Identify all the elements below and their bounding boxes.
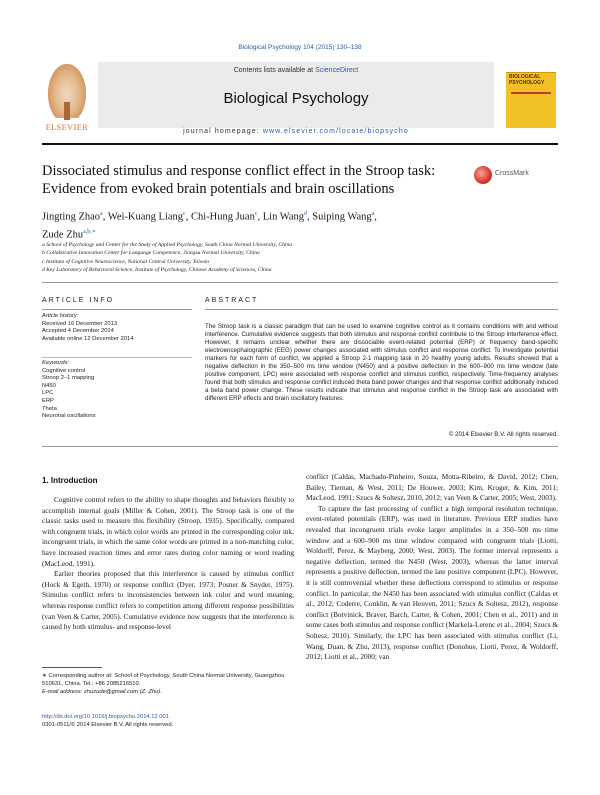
introduction-heading: 1. Introduction — [42, 476, 98, 485]
publisher-logo-text: ELSEVIER — [45, 123, 89, 132]
author-affil-mark[interactable]: c — [254, 211, 258, 217]
article-info-heading: ARTICLE INFO — [42, 297, 115, 304]
affiliation-item: a School of Psychology and Center for the Study of Applied Psychology, South China Normal University, China — [42, 242, 293, 248]
footnote-email[interactable]: E-mail address: zhuzude@gmail.com (Z. Zhu). — [42, 689, 162, 695]
homepage-prefix: journal homepage: — [183, 128, 263, 135]
affiliation-item: b Collaborative Innovation Center for Language Competence, Jiangsu Normal University, China — [42, 250, 260, 257]
logo-trunk-icon — [64, 102, 70, 120]
history-item: Accepted 4 December 2014 — [42, 328, 114, 335]
keyword-item: ERP — [42, 397, 54, 404]
history-item: Received 16 December 2013 — [42, 320, 118, 327]
crossmark-button[interactable] — [474, 166, 546, 186]
article-title: Dissociated stimulus and response conflict effect in the Stroop task: Evidence from evoked brain potentials and brain oscillations — [42, 163, 436, 197]
keyword-item: N450 — [42, 382, 56, 389]
footnote-divider — [42, 667, 102, 668]
history-item: Available online 12 December 2014 — [42, 335, 134, 342]
affiliations — [42, 241, 558, 275]
article-history — [42, 313, 192, 343]
crossmark-icon — [474, 166, 492, 184]
keyword-item: Stroop 2–1 mapping — [42, 375, 95, 382]
elsevier-logo — [42, 62, 92, 138]
author-name[interactable]: Lin Wang — [262, 211, 305, 223]
body-paragraph: conflict (Caldas, Machado-Pinheiro, Souza, Motta-Ribeiro, & David, 2012; Chen, Bailey, Tiernan, & West, 2011; De Houwer, 2003; Kim, Kroger, & Kim, 2011; MacLeod, 1991; Szucs & Soltesz, 2010, 2012; van Veen & Carter, 2005; West, 2003). — [306, 472, 558, 503]
author-list: Jingting Zhao$^a$, Wei-Kuang Liang$^c$, Chi-Hung Juan$^c$, Lin Wang$^d$, Suiping Wang$^a$, Zude Zhu$^{a,b,∗}$ — [42, 211, 377, 240]
keyword-item: Theta — [42, 405, 57, 412]
author-affil-mark[interactable]: a — [371, 211, 375, 217]
author-name[interactable]: Wei-Kuang Liang — [107, 211, 184, 223]
author-name[interactable]: Jingting Zhao — [42, 211, 101, 223]
body-column-right — [306, 472, 558, 663]
body-paragraph: To capture the fast processing of conflict a high temporal resolution technique, event-related potentials (ERP), was used in literature. Previous ERP studies have revealed that incongruent trials evoke larger amplitudes in a 350–500 ms time window and a 600–900 ms time window compared with congruent trials (Liotti, Woldorff, Perez, & Mayberg, 2000; West, 2003). The former interval represents a negative deflection, termed the N450 (West, 2003), whereas the latter interval represents a positive deflection, termed the late positive component (LPC). However, it is still controversial whether these deflections correspond to stimulus or response conflict. In particular, the N450 has been associated with stimulus conflict (Caldas et al., 2012; Coderre, Conklin, & van Heuven, 2011; Szucs & Soltesz, 2012), response conflict (Botvinick, Braver, Barch, Carter, & Cohen, 2001; Chen et al., 2011) and in some cases both stimulus and response conflict (Markela-Lerenc et al., 2004; Szucs & Soltesz, 2010). Similarly, the LPC has been associated with stimulus conflict (Li, Wang, Duan, & Zhu, 2013), response conflict (Donohue, Liotti, Perez, & Woldorff, 2012; Liotti et al., 2000; van — [306, 503, 558, 662]
contents-prefix: Contents lists available at — [233, 67, 316, 74]
sciencedirect-link[interactable]: ScienceDirect — [315, 67, 359, 74]
author-affil-mark[interactable]: c — [183, 211, 186, 217]
journal-citation[interactable]: Biological Psychology 104 (2015) 130–138 — [238, 44, 362, 51]
corresponding-author-footnote — [42, 672, 294, 696]
doi-block — [42, 713, 294, 729]
keywords — [42, 360, 192, 421]
keyword-item: Cognitive control — [42, 367, 86, 374]
affiliation-divider — [42, 282, 558, 283]
abstract-heading: ABSTRACT — [205, 297, 259, 304]
homepage-line — [98, 128, 494, 135]
body-paragraph: Earlier theories proposed that this interference is caused by stimulus conflict (Hock & Egeth, 1970) or response conflict (Dyer, 1973; Posner & Snyder, 1975). Stimulus conflict refers to inconsistencies between ink color and word meaning, whereas response conflict refers to competition among different response possibilities (van Veen & Carter, 2005). Cumulative evidence now suggests that the interference is caused by both stimulus- and response-level — [42, 569, 294, 632]
keywords-label: Keywords: — [42, 360, 70, 366]
author-name[interactable]: Chi-Hung Juan — [190, 211, 255, 223]
body-column-left — [42, 495, 294, 633]
affiliation-item: c Institute of Cognitive Neuroscience, National Central University, Taiwan — [42, 258, 210, 265]
journal-cover-thumbnail — [506, 62, 556, 128]
journal-name: Biological Psychology — [223, 90, 369, 107]
abstract-bottom-divider — [42, 446, 558, 447]
crossmark-label: CrossMark — [495, 170, 529, 177]
homepage-link[interactable]: www.elsevier.com/locate/biopsycho — [262, 128, 409, 135]
article-info-divider — [42, 309, 192, 310]
footnote-author: ∗ Corresponding author at: School of Psychology, South China Normal University, Guangzhou 510631, China. Tel.: +86 2085216510. — [42, 673, 285, 687]
contents-line — [98, 67, 494, 74]
history-label: Article history: — [42, 313, 79, 319]
author-name[interactable]: Zude Zhu — [42, 229, 84, 240]
keyword-item: LPC — [42, 390, 54, 397]
issn-line: 0301-0511/© 2014 Elsevier B.V. All rights reserved. — [42, 722, 174, 728]
cover-title: BIOLOGICAL PSYCHOLOGY — [509, 74, 545, 86]
keyword-item: Neuronal oscillations — [42, 413, 96, 420]
abstract-divider — [205, 309, 558, 310]
author-affil-mark[interactable]: a — [100, 211, 103, 217]
author-affil-mark[interactable]: a,b,∗ — [83, 228, 96, 235]
history-divider — [42, 357, 192, 358]
author-affil-mark[interactable]: d — [304, 211, 308, 217]
affiliation-item: d Key Laboratory of Behavioral Science, Institute of Psychology, Chinese Academy of Sciences, China — [42, 267, 272, 274]
abstract-copyright: © 2014 Elsevier B.V. All rights reserved. — [448, 431, 558, 438]
author-name[interactable]: Suiping Wang — [312, 211, 372, 223]
header-divider — [42, 143, 558, 145]
body-paragraph: Cognitive control refers to the ability to shape thoughts and behaviors flexibly to accomplish internal goals (Miller & Cohen, 2001). The Stroop task is one of the classic tasks used to measure this flexibility (Stroop, 1935). Specifically, compared with congruent trials, in which color words are printed in the corresponding color ink, incongruent trials, in which the same color words are printed in a non-matching color, have increased reaction times and error rates during color naming or word reading (MacLeod, 1991). — [42, 495, 294, 568]
abstract-text: The Stroop task is a classic paradigm that can be used to examine cognitive control as it contains conditions with and without interference. Cumulative evidence suggests that both stimulus and response conflict contribute to the Stroop interference effect. However, it remains unclear whether there are dissociable event-related potential (ERP) or frequency band-specific electroencephalographic (EEG) power changes associated with stimulus conflict and response conflict. To investigate potential markers for each form of conflict, we applied a Stroop 2-1 mapping task in 20 healthy young adults. Results showed that a negative deflection in the 350–500 ms time window (N450) and a positive deflection in the 600–900 ms time window (late positive component, LPC) were associated with response conflict and stimulus conflict, respectively. Time-frequency analyses found that both stimulus and response conflict induced theta band power changes and that response conflict additionally induced a beta band power change. These results indicate that stimulus and response conflict in the Stroop task are associated with different ERP effects and brain oscillatory features. — [205, 323, 558, 402]
doi-link[interactable]: http://dx.doi.org/10.1016/j.biopsycho.2014.12.001 — [42, 714, 169, 720]
